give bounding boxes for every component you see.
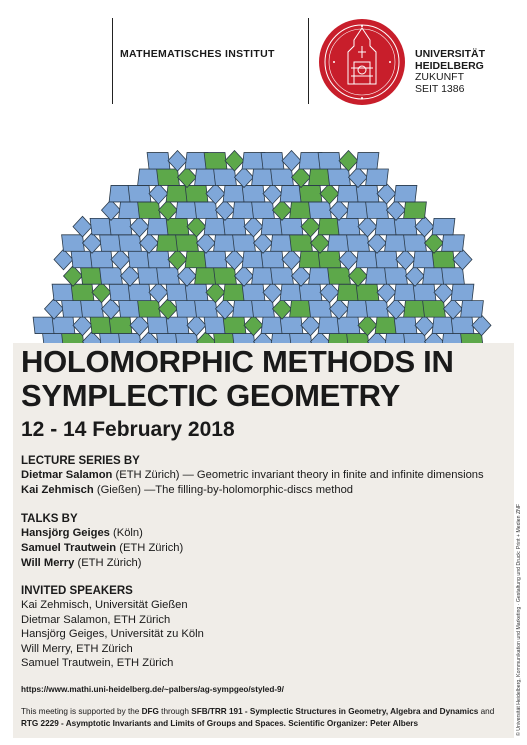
header-divider-right	[308, 18, 309, 104]
blue-tile	[140, 233, 159, 254]
green-tile	[423, 301, 446, 317]
penrose-tiling-graphic	[0, 150, 527, 350]
blue-tile	[444, 299, 463, 320]
blue-tile	[385, 268, 408, 284]
talk-speaker: Samuel Trautwein	[21, 542, 117, 554]
talk-speaker: Will Merry	[21, 557, 75, 569]
blue-tile	[90, 251, 113, 267]
blue-tile	[214, 169, 237, 185]
university-name	[415, 49, 485, 95]
green-tile	[432, 251, 455, 267]
green-tile	[328, 268, 351, 284]
blue-tile	[242, 185, 265, 201]
lecture-item	[21, 469, 484, 481]
blue-tile	[195, 301, 218, 317]
blue-tile	[356, 185, 379, 201]
blue-tile	[330, 200, 349, 221]
blue-tile	[453, 249, 472, 270]
green-tile	[273, 200, 292, 221]
blue-tile	[387, 299, 406, 320]
blue-tile	[195, 202, 218, 218]
green-tile	[159, 299, 178, 320]
blue-tile	[282, 150, 301, 171]
lecture-detail: (Gießen) —The filling-by-holomorphic-discs method	[93, 484, 354, 496]
blue-tile	[102, 200, 121, 221]
blue-tile	[81, 301, 104, 317]
blue-tile	[366, 169, 389, 185]
green-tile	[204, 153, 227, 169]
blue-tile	[366, 301, 389, 317]
support-dfg: DFG	[141, 707, 159, 716]
university-line-3: ZUKUNFT	[415, 71, 464, 83]
blue-tile	[73, 216, 92, 237]
green-tile	[187, 216, 206, 237]
support-statement	[21, 706, 511, 730]
talk-item	[21, 542, 183, 554]
green-tile	[64, 266, 83, 287]
blue-tile	[347, 235, 370, 251]
blue-tile	[377, 282, 396, 303]
invited-speaker: Kai Zehmisch, Universität Gießen	[21, 599, 188, 611]
blue-tile	[387, 200, 406, 221]
blue-tile	[62, 235, 85, 251]
lecture-detail: (ETH Zürich) — Geometric invariant theory in finite and infinite dimensions	[112, 469, 484, 481]
lecture-speaker: Kai Zehmisch	[21, 484, 94, 496]
blue-tile	[394, 185, 417, 201]
blue-tile	[309, 301, 332, 317]
green-tile	[185, 185, 208, 201]
talk-affiliation: (ETH Zürich)	[116, 542, 184, 554]
blue-tile	[282, 249, 301, 270]
invited-speaker: Will Merry, ETH Zürich	[21, 643, 133, 655]
blue-tile	[309, 202, 332, 218]
blue-tile	[413, 284, 436, 300]
blue-tile	[147, 153, 170, 169]
blue-tile	[225, 249, 244, 270]
university-line-2: HEIDELBERG	[415, 59, 484, 72]
event-date: 12 - 14 February 2018	[21, 418, 235, 441]
blue-tile	[119, 235, 142, 251]
blue-tile	[394, 317, 417, 333]
green-tile	[176, 235, 199, 251]
green-tile	[166, 218, 189, 234]
green-tile	[168, 249, 187, 270]
event-title	[21, 345, 454, 413]
lecture-item	[21, 484, 353, 496]
blue-tile	[472, 315, 491, 336]
green-tile	[159, 200, 178, 221]
blue-tile	[197, 233, 216, 254]
design-credit: © Universität Heidelberg, Kommunikation und Marketing · Gestaltung und Druck: Print + Medien ZNF	[516, 503, 522, 736]
header-divider-left	[112, 18, 113, 104]
blue-tile	[280, 317, 303, 333]
blue-tile	[130, 216, 149, 237]
blue-tile	[292, 266, 311, 287]
blue-tile	[301, 315, 320, 336]
blue-tile	[235, 266, 254, 287]
blue-tile	[442, 235, 465, 251]
blue-tile	[271, 268, 294, 284]
green-tile	[214, 268, 237, 284]
blue-tile	[406, 266, 425, 287]
blue-tile	[434, 282, 453, 303]
invited-speaker: Hansjörg Geiges, Universität zu Köln	[21, 628, 204, 640]
blue-tile	[252, 301, 275, 317]
blue-tile	[299, 284, 322, 300]
green-tile	[273, 299, 292, 320]
blue-tile	[451, 317, 474, 333]
blue-tile	[149, 183, 168, 204]
blue-tile	[204, 251, 227, 267]
blue-tile	[244, 216, 263, 237]
blue-tile	[178, 266, 197, 287]
blue-tile	[216, 299, 235, 320]
blue-tile	[368, 233, 387, 254]
green-tile	[404, 202, 427, 218]
support-trr: SFB/TRR 191 - Symplectic Structures in Geometry, Algebra and Dynamics	[191, 707, 479, 716]
blue-tile	[432, 218, 455, 234]
header	[0, 0, 527, 120]
blue-tile	[52, 317, 75, 333]
blue-tile	[128, 185, 151, 201]
blue-tile	[263, 282, 282, 303]
blue-tile	[280, 218, 303, 234]
green-tile	[292, 167, 311, 188]
event-url-link[interactable]: https://www.mathi.uni-heidelberg.de/~palbers/ag-sympgeo/styled-9/	[21, 685, 284, 694]
green-tile	[339, 150, 358, 171]
blue-tile	[130, 315, 149, 336]
invited-speaker: Dietmar Salamon, ETH Zürich	[21, 614, 171, 626]
green-tile	[109, 317, 132, 333]
blue-tile	[271, 169, 294, 185]
institute-name: MATHEMATISCHES INSTITUT	[120, 48, 275, 60]
blue-tile	[73, 315, 92, 336]
blue-tile	[339, 249, 358, 270]
green-tile	[225, 150, 244, 171]
green-tile	[358, 315, 377, 336]
blue-tile	[147, 251, 170, 267]
green-tile	[138, 202, 161, 218]
blue-tile	[242, 284, 265, 300]
green-tile	[301, 216, 320, 237]
university-line-1: UNIVERSITÄT	[415, 48, 486, 60]
blue-tile	[377, 183, 396, 204]
blue-tile	[261, 153, 284, 169]
talks-heading: TALKS BY	[21, 513, 78, 525]
blue-tile	[330, 299, 349, 320]
blue-tile	[328, 169, 351, 185]
green-tile	[138, 301, 161, 317]
green-tile	[92, 282, 111, 303]
blue-tile	[166, 317, 189, 333]
blue-tile	[451, 284, 474, 300]
blue-tile	[442, 268, 465, 284]
event-title-line-2: SYMPLECTIC GEOMETRY	[21, 378, 400, 413]
blue-tile	[100, 268, 123, 284]
blue-tile	[404, 235, 427, 251]
university-line-4: SEIT 1386	[415, 82, 465, 95]
blue-tile	[356, 153, 379, 169]
support-text-1: This meeting is supported by the	[21, 707, 142, 716]
green-tile	[223, 317, 246, 333]
green-tile	[318, 251, 341, 267]
green-tile	[71, 284, 94, 300]
green-tile	[356, 284, 379, 300]
blue-tile	[461, 301, 484, 317]
lecture-speaker: Dietmar Salamon	[21, 469, 113, 481]
green-tile	[349, 266, 368, 287]
talk-item	[21, 527, 143, 539]
blue-tile	[349, 167, 368, 188]
blue-tile	[109, 218, 132, 234]
lecture-series-heading: LECTURE SERIES BY	[21, 455, 140, 467]
blue-tile	[396, 249, 415, 270]
support-text-3: and	[478, 707, 495, 716]
blue-tile	[252, 202, 275, 218]
talk-item	[21, 557, 142, 569]
blue-tile	[261, 251, 284, 267]
blue-tile	[235, 167, 254, 188]
blue-tile	[415, 315, 434, 336]
blue-tile	[366, 202, 389, 218]
blue-tile	[337, 317, 360, 333]
blue-tile	[320, 282, 339, 303]
blue-tile	[102, 299, 121, 320]
blue-tile	[206, 183, 225, 204]
green-tile	[244, 315, 263, 336]
blue-tile	[216, 200, 235, 221]
green-tile	[320, 183, 339, 204]
invited-speaker: Samuel Trautwein, ETH Zürich	[21, 657, 174, 669]
blue-tile	[111, 249, 130, 270]
blue-tile	[337, 218, 360, 234]
university-seal-icon	[318, 18, 406, 106]
blue-tile	[157, 268, 180, 284]
blue-tile	[121, 266, 140, 287]
talk-affiliation: (Köln)	[109, 527, 143, 539]
blue-tile	[54, 249, 73, 270]
event-title-line-1: HOLOMORPHIC METHODS IN	[21, 344, 454, 379]
green-tile	[290, 235, 313, 251]
invited-speakers-heading: INVITED SPEAKERS	[21, 585, 133, 597]
talk-speaker: Hansjörg Geiges	[21, 527, 110, 539]
green-tile	[206, 282, 225, 303]
blue-tile	[263, 183, 282, 204]
talk-affiliation: (ETH Zürich)	[74, 557, 142, 569]
green-tile	[157, 169, 180, 185]
blue-tile	[149, 282, 168, 303]
blue-tile	[254, 233, 273, 254]
blue-tile	[358, 216, 377, 237]
blue-tile	[45, 299, 64, 320]
blue-tile	[187, 315, 206, 336]
blue-tile	[415, 216, 434, 237]
blue-tile	[83, 233, 102, 254]
blue-tile	[223, 218, 246, 234]
green-tile	[299, 185, 322, 201]
blue-tile	[168, 150, 187, 171]
blue-tile	[394, 218, 417, 234]
blue-tile	[128, 284, 151, 300]
green-tile	[178, 167, 197, 188]
green-tile	[311, 233, 330, 254]
support-text-2: through	[158, 707, 192, 716]
blue-tile	[233, 235, 256, 251]
blue-tile	[375, 251, 398, 267]
blue-tile	[318, 153, 341, 169]
blue-tile	[185, 284, 208, 300]
support-rtg: RTG 2229 - Asymptotic Invariants and Limits of Groups and Spaces. Scientific Organizer: Peter Albers	[21, 719, 419, 728]
green-tile	[425, 233, 444, 254]
